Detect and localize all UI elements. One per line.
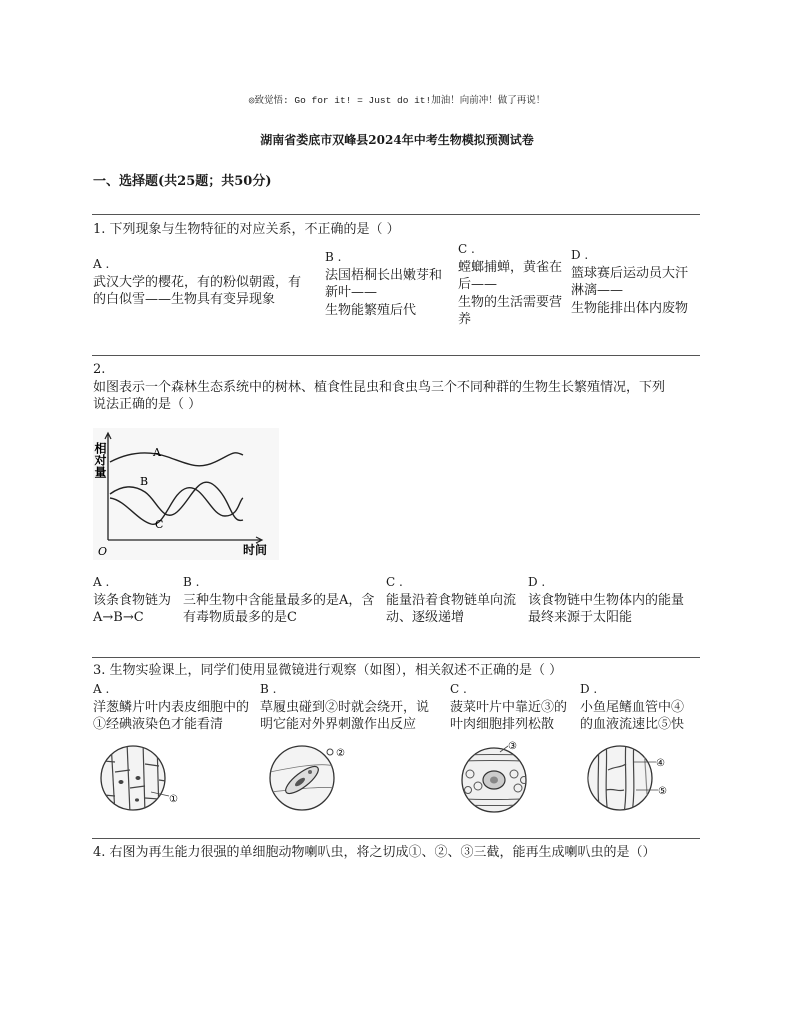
- option-text: 篮球赛后运动员大汗: [571, 265, 689, 281]
- option-letter: C .: [450, 682, 467, 696]
- stem-line: 3. 生物实验课上，同学们使用显微镜进行观察（如图），相关叙述不正确的是（ ）: [93, 663, 563, 678]
- header-motto: ◎致觉悟: Go for it! = Just do it!加油！向前冲！做了再说！: [248, 95, 546, 106]
- stem-line: 说法正确的是（ ）: [93, 397, 202, 412]
- figure-label: ④: [656, 758, 665, 769]
- microscope-field: [588, 746, 652, 810]
- option-letter: B .: [260, 682, 277, 696]
- option-text: 能量沿着食物链单向流: [386, 592, 517, 608]
- figure-label: ⑤: [658, 786, 667, 797]
- option-text: 最终来源于太阳能: [528, 610, 633, 625]
- origin-label: O: [98, 545, 108, 558]
- leaf-section-micrograph: [450, 740, 542, 814]
- paramecium-micrograph: [260, 742, 352, 814]
- curve-c-label: C: [155, 518, 164, 531]
- option-letter: C .: [386, 575, 403, 589]
- option-letter: B .: [183, 575, 200, 589]
- stem-line: 1. 下列现象与生物特征的对应关系，不正确的是（ ）: [93, 222, 400, 237]
- question-2-option-a: [93, 574, 171, 627]
- figure-label: ①: [169, 794, 178, 805]
- fish-fin-micrograph: [578, 740, 674, 814]
- y-axis-label: 相对量: [93, 442, 107, 478]
- question-1-option-c: [458, 241, 562, 329]
- question-divider: [92, 355, 700, 356]
- option-text: 小鱼尾鳍血管中④: [580, 699, 685, 715]
- section-heading: 一、选择题(共25题；共50分): [93, 174, 272, 189]
- option-text: ①经碘液染色才能看清: [93, 717, 224, 732]
- option-text: 菠菜叶片中靠近③的: [450, 699, 568, 715]
- stem-line: 2.: [93, 362, 106, 377]
- question-1-stem: [93, 221, 400, 239]
- option-text: A→B→C: [93, 610, 144, 625]
- question-2-option-b: [183, 574, 374, 627]
- question-1-option-d: [571, 247, 688, 317]
- option-text: 武汉大学的樱花，有的粉似朝霞，有: [93, 274, 302, 290]
- option-letter: C .: [458, 242, 475, 256]
- x-axis-label: 时间: [243, 543, 268, 557]
- question-divider: [92, 214, 700, 215]
- option-text: 养: [458, 312, 472, 327]
- population-graph-figure: [93, 428, 279, 560]
- figure-label: ②: [336, 748, 345, 759]
- stem-line: 4. 右图为再生能力很强的单细胞动物喇叭虫，将之切成①、②、③三截，能再生成喇叭虫的是（）: [93, 845, 656, 860]
- option-text: 生物的生活需要营: [458, 294, 563, 310]
- question-2-option-d: [528, 574, 684, 627]
- option-text: 淋漓——: [571, 283, 624, 298]
- option-letter: B .: [325, 250, 342, 264]
- question-3-option-b: [260, 681, 429, 734]
- option-text: 生物能繁殖后代: [325, 302, 417, 318]
- onion-cell-micrograph: [93, 742, 185, 814]
- option-letter: A .: [93, 682, 110, 696]
- question-3-stem: [93, 662, 562, 680]
- option-letter: D .: [528, 575, 546, 589]
- option-text: 螳螂捕蝉，黄雀在: [458, 259, 563, 275]
- question-2-option-c: [386, 574, 516, 627]
- question-3-option-c: [450, 681, 567, 734]
- option-text: 该条食物链为: [93, 592, 172, 608]
- option-text: 该食物链中生物体内的能量: [528, 592, 685, 608]
- option-text: 明它能对外界刺激作出反应: [260, 717, 417, 732]
- option-letter: D .: [571, 248, 589, 262]
- question-divider: [92, 657, 700, 658]
- vein-core: [490, 777, 498, 784]
- question-1-option-a: [93, 256, 301, 309]
- option-text: 动、逐级递增: [386, 610, 465, 625]
- stem-line: 如图表示一个森林生态系统中的树林、植食性昆虫和食虫鸟三个不同种群的生物生长繁殖情况，下列: [93, 379, 666, 395]
- option-letter: D .: [580, 682, 598, 696]
- option-letter: A .: [93, 257, 110, 271]
- option-text: 草履虫碰到②时就会绕开，说: [260, 699, 430, 715]
- question-2-stem: [93, 361, 665, 414]
- option-text: 三种生物中含能量最多的是A，含: [183, 592, 375, 608]
- option-text: 法国梧桐长出嫩芽和: [325, 267, 443, 283]
- curve-a-label: A: [153, 446, 161, 459]
- option-text: 叶肉细胞排列松散: [450, 717, 555, 732]
- obstacle-object: [327, 749, 333, 755]
- microscope-field: [101, 746, 165, 810]
- option-letter: A .: [93, 575, 110, 589]
- question-3-option-a: [93, 681, 249, 734]
- question-divider: [92, 838, 700, 839]
- question-1-option-b: [325, 249, 442, 319]
- option-text: 洋葱鳞片叶内表皮细胞中的: [93, 699, 250, 715]
- option-text: 的血液流速比⑤快: [580, 717, 685, 732]
- figure-label: ③: [508, 741, 517, 752]
- option-text: 生物能排出体内废物: [571, 300, 689, 316]
- page-title: 湖南省娄底市双峰县2024年中考生物模拟预测试卷: [260, 133, 534, 147]
- option-text: 有毒物质最多的是C: [183, 610, 297, 625]
- question-3-option-d: [580, 681, 684, 734]
- option-text: 的白似雪——生物具有变异现象: [93, 292, 276, 307]
- question-4-stem: [93, 844, 656, 862]
- option-text: 新叶——: [325, 285, 378, 300]
- curve-b-label: B: [140, 475, 149, 488]
- option-text: 后——: [458, 277, 498, 292]
